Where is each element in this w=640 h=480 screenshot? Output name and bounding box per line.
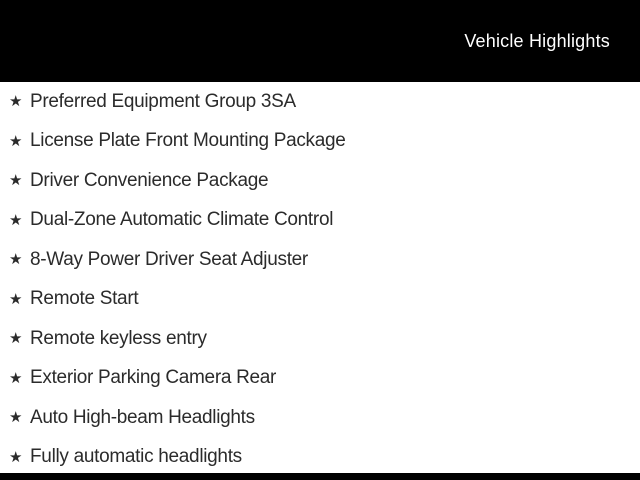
- star-icon: ★: [9, 251, 23, 269]
- highlight-item: [0, 319, 640, 359]
- star-icon: ★: [9, 132, 23, 150]
- highlight-label: License Plate Front Mounting Package: [30, 130, 346, 152]
- highlight-label: Fully automatic headlights: [30, 446, 242, 468]
- highlight-item: [0, 280, 640, 320]
- header-bar: [0, 0, 640, 82]
- highlight-item: [0, 438, 640, 478]
- highlight-label: 8-Way Power Driver Seat Adjuster: [30, 248, 308, 270]
- highlight-item: [0, 359, 640, 399]
- star-icon: ★: [9, 448, 23, 466]
- highlights-list: [0, 82, 640, 477]
- star-icon: ★: [9, 330, 23, 348]
- highlight-label: Remote Start: [30, 288, 139, 310]
- highlight-item: [0, 240, 640, 280]
- highlight-item: [0, 82, 640, 122]
- highlight-item: [0, 398, 640, 438]
- star-icon: ★: [9, 93, 23, 111]
- highlight-label: Dual-Zone Automatic Climate Control: [30, 209, 334, 231]
- highlight-label: Exterior Parking Camera Rear: [30, 367, 277, 389]
- page-title: Vehicle Highlights: [464, 30, 610, 51]
- star-icon: ★: [9, 211, 23, 229]
- highlight-item: [0, 122, 640, 162]
- star-icon: ★: [9, 369, 23, 387]
- highlight-label: Preferred Equipment Group 3SA: [30, 90, 296, 112]
- star-icon: ★: [9, 409, 23, 427]
- highlight-item: [0, 201, 640, 241]
- star-icon: ★: [9, 172, 23, 190]
- highlight-label: Remote keyless entry: [30, 327, 207, 349]
- highlight-label: Auto High-beam Headlights: [30, 406, 255, 428]
- highlight-label: Driver Convenience Package: [30, 169, 269, 191]
- highlight-item: [0, 161, 640, 201]
- star-icon: ★: [9, 290, 23, 308]
- footer-bar: [0, 473, 640, 480]
